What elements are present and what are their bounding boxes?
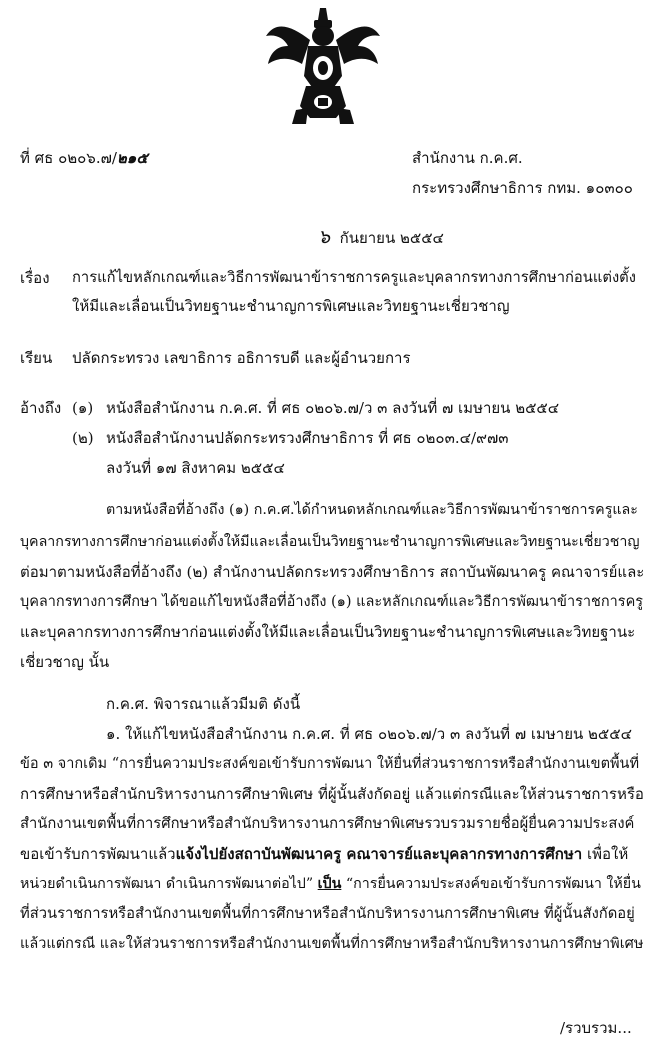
body-paragraph-1-line: ตามหนังสือที่อ้างถึง (๑) ก.ค.ศ.ได้กำหนดหลักเกณฑ์และวิธีการพัฒนาข้าราชการครูและ [106, 502, 638, 518]
body-paragraph-1-line: บุคลากรทางการศึกษา ได้ขอแก้ไขหนังสือที่อ้างถึง (๑) และหลักเกณฑ์และวิธีการพัฒนาข้าราชการครู [20, 594, 644, 610]
item-1-line-1: ๑. ให้แก้ไขหนังสือสำนักงาน ก.ค.ศ. ที่ ศธ ๐๒๐๖.๗/ว ๓ ลงวันที่ ๗ เมษายน ๒๕๕๔ [106, 725, 632, 743]
item-1-line-5-end: เพื่อให้ [582, 845, 629, 863]
reference-number-handwritten: ๒๑๕ [116, 149, 148, 167]
item-1-line-4: สำนักงานเขตพื้นที่การศึกษาหรือสำนักบริหารงานการศึกษาพิเศษรวบรวมรายชื่อผู้ยื่นความประสงค์ [20, 815, 635, 832]
references-label: อ้างถึง [20, 399, 62, 417]
document-date [318, 222, 444, 252]
date-month-year: กันยายน ๒๕๕๔ [339, 229, 444, 247]
reference-2-text: หนังสือสำนักงานปลัดกระทรวงศึกษาธิการ ที่ ศธ ๐๒๐๓.๔/๙๗๓ [106, 429, 509, 447]
item-1-line-8: แล้วแต่กรณี และให้ส่วนราชการหรือสำนักงานเขตพื้นที่การศึกษาหรือสำนักบริหารงานการศึกษาพิเศษ [20, 936, 644, 952]
item-1-line-6-end: “การยื่นความประสงค์ขอเข้ารับการพัฒนา ให้ยื่น [341, 876, 641, 892]
item-1-line-3: การศึกษาหรือสำนักบริหารงานการศึกษาพิเศษ ที่ผู้นั้นสังกัดอยู่ แล้วแต่กรณีและให้ส่วนราชการหรือ [20, 785, 644, 803]
resolution-intro: ก.ค.ศ. พิจารณาแล้วมีมติ ดังนี้ [106, 695, 301, 713]
subject-label: เรื่อง [20, 269, 50, 287]
item-1-bold-phrase: แจ้งไปยังสถาบันพัฒนาครู คณาจารย์และบุคลากรทางการศึกษา [175, 845, 583, 863]
recipient-label: เรียน [20, 349, 53, 367]
ministry-address: กระทรวงศึกษาธิการ กทม. ๑๐๓๐๐ [412, 179, 633, 197]
garuda-emblem [262, 6, 384, 126]
reference-1-number: (๑) [72, 399, 94, 417]
item-1-line-6-start: หน่วยดำเนินการพัฒนา ดำเนินการพัฒนาต่อไป” [20, 876, 314, 892]
body-paragraph-1-line: และบุคลากรทางการศึกษาก่อนแต่งตั้งให้มีและเลื่อนเป็นวิทยฐานะชำนาญการพิเศษและวิทยฐานะ [20, 623, 636, 641]
item-1-line-2: ข้อ ๓ จากเดิม “การยื่นความประสงค์ขอเข้ารับการพัฒนา ให้ยื่นที่ส่วนราชการหรือสำนักงานเขตพื้นที่ [20, 756, 640, 772]
item-1-line-5 [20, 844, 628, 864]
date-day-handwritten: ๖ [318, 226, 331, 248]
body-paragraph-1-line: เชี่ยวชาญ นั้น [20, 653, 110, 671]
item-1-bold-underlined-word: เป็น [317, 876, 342, 892]
reference-1-text: หนังสือสำนักงาน ก.ค.ศ. ที่ ศธ ๐๒๐๖.๗/ว ๓ ลงวันที่ ๗ เมษายน ๒๕๕๔ [106, 399, 560, 417]
subject-line-2: ให้มีและเลื่อนเป็นวิทยฐานะชำนาญการพิเศษและวิทยฐานะเชี่ยวชาญ [72, 297, 510, 315]
continued-marker: /รวบรวม... [560, 1019, 632, 1037]
subject-line-1: การแก้ไขหลักเกณฑ์และวิธีการพัฒนาข้าราชการครูและบุคลากรทางการศึกษาก่อนแต่งตั้ง [72, 269, 636, 286]
recipient-text: ปลัดกระทรวง เลขาธิการ อธิการบดี และผู้อำนวยการ [72, 349, 411, 367]
item-1-line-7: ที่ส่วนราชการหรือสำนักงานเขตพื้นที่การศึกษาหรือสำนักบริหารงานการศึกษาพิเศษ ที่ผู้นั้นสังกัดอยู่ [20, 905, 635, 922]
office-name: สำนักงาน ก.ค.ศ. [412, 149, 523, 167]
reference-2-date: ลงวันที่ ๑๗ สิงหาคม ๒๕๕๔ [106, 459, 285, 477]
item-1-line-5-start: ขอเข้ารับการพัฒนาแล้ว [20, 845, 176, 863]
reference-2-number: (๒) [72, 429, 94, 447]
item-1-line-6 [20, 874, 641, 894]
reference-number-prefix: ที่ ศธ ๐๒๐๖.๗/ [20, 149, 117, 167]
reference-number [20, 146, 148, 170]
body-paragraph-1-line: บุคลากรทางการศึกษาก่อนแต่งตั้งให้มีและเลื่อนเป็นวิทยฐานะชำนาญการพิเศษและวิทยฐานะเชี่ยวชาญ [20, 534, 640, 550]
body-paragraph-1-line: ต่อมาตามหนังสือที่อ้างถึง (๒) สำนักงานปลัดกระทรวงศึกษาธิการ สถาบันพัฒนาครู คณาจารย์และ [20, 563, 645, 581]
